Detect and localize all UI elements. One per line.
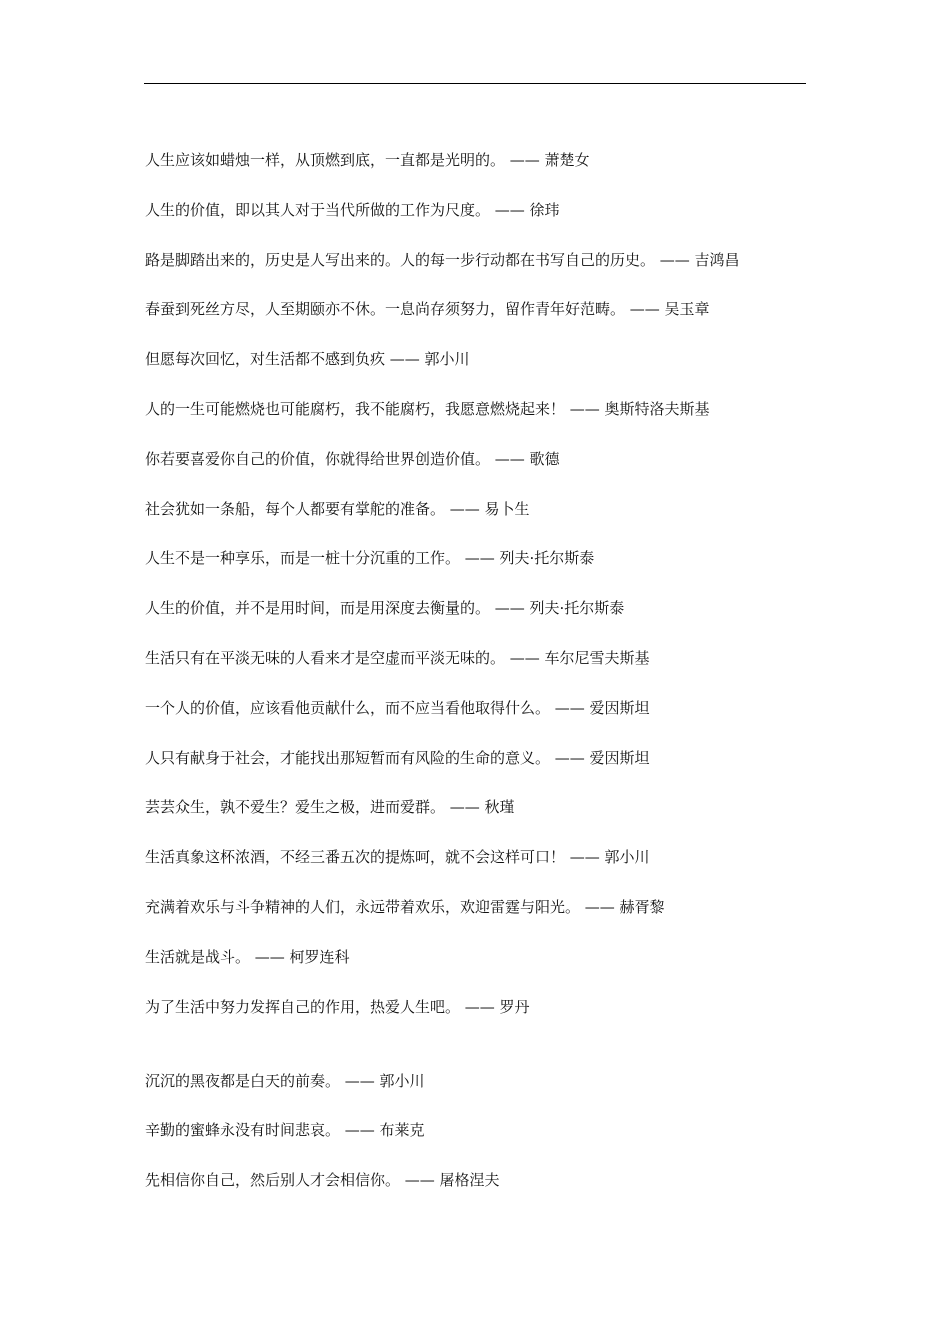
quote-line: 生活就是战斗。 —— 柯罗连科: [145, 947, 350, 966]
quote-line: 你若要喜爱你自己的价值，你就得给世界创造价值。 —— 歌德: [145, 449, 560, 468]
quote-line: 但愿每次回忆，对生活都不感到负疚 —— 郭小川: [145, 350, 470, 369]
quote-line: 人生不是一种享乐，而是一桩十分沉重的工作。 —— 列夫·托尔斯泰: [145, 549, 595, 568]
quote-line: 春蚕到死丝方尽，人至期颐亦不休。一息尚存须努力，留作青年好范畴。 —— 吴玉章: [145, 300, 710, 319]
quote-list: [145, 148, 815, 1218]
quote-line: 人只有献身于社会，才能找出那短暂而有风险的生命的意义。 —— 爱因斯坦: [145, 748, 650, 767]
quote-line: 人生的价值，即以其人对于当代所做的工作为尺度。 —— 徐玮: [145, 200, 560, 219]
quote-line: 人生应该如蜡烛一样，从顶燃到底，一直都是光明的。 —— 萧楚女: [145, 151, 590, 169]
quote-line: 充满着欢乐与斗争精神的人们，永远带着欢乐，欢迎雷霆与阳光。 —— 赫胥黎: [145, 897, 665, 916]
quote-line: 人生的价值，并不是用时间，而是用深度去衡量的。 —— 列夫·托尔斯泰: [145, 599, 625, 618]
quote-line: 芸芸众生，孰不爱生？爱生之极，进而爱群。 —— 秋瑾: [145, 798, 515, 817]
quote-line: 人的一生可能燃烧也可能腐朽，我不能腐朽，我愿意燃烧起来！ —— 奥斯特洛夫斯基: [145, 399, 710, 418]
header-rule: [144, 83, 806, 84]
quote-line: 生活只有在平淡无味的人看来才是空虚而平淡无味的。 —— 车尔尼雪夫斯基: [145, 648, 650, 667]
quote-line: 路是脚踏出来的，历史是人写出来的。人的每一步行动都在书写自己的历史。 —— 吉鸿昌: [145, 250, 740, 269]
quote-line: 社会犹如一条船，每个人都要有掌舵的准备。 —— 易卜生: [145, 499, 530, 518]
quote-line: 生活真象这杯浓酒，不经三番五次的提炼呵，就不会这样可口！ —— 郭小川: [145, 848, 650, 867]
quote-line: 一个人的价值，应该看他贡献什么，而不应当看他取得什么。 —— 爱因斯坦: [145, 698, 650, 717]
quote-line: 辛勤的蜜蜂永没有时间悲哀。 —— 布莱克: [145, 1121, 425, 1140]
quote-line: 先相信你自己，然后别人才会相信你。 —— 屠格涅夫: [145, 1171, 500, 1190]
quote-line: 沉沉的黑夜都是白天的前奏。 —— 郭小川: [145, 1071, 425, 1090]
quote-line: 为了生活中努力发挥自己的作用，热爱人生吧。 —— 罗丹: [145, 997, 530, 1016]
